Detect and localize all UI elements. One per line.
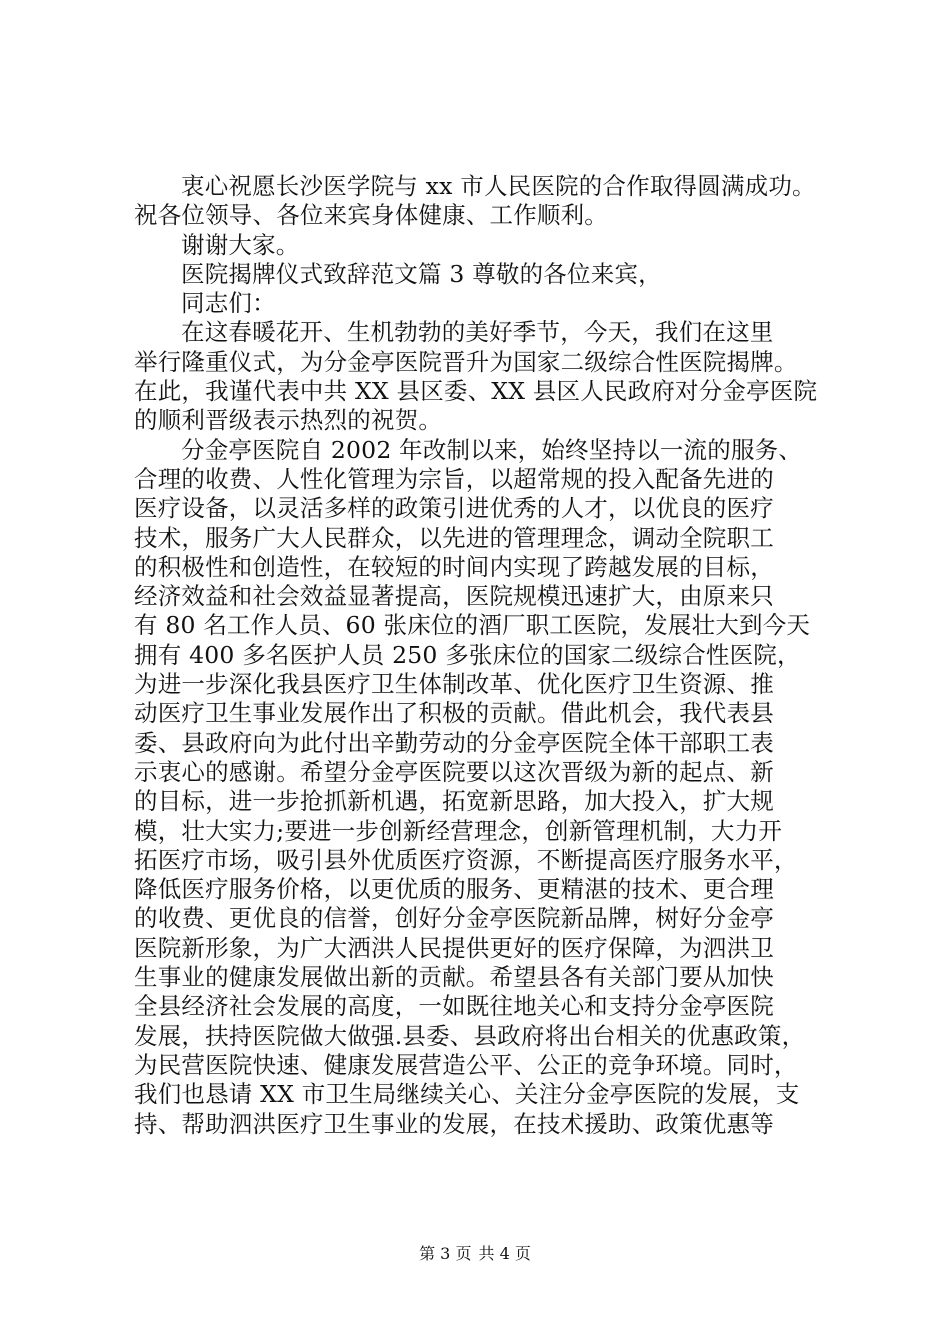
text-line: 生事业的健康发展做出新的贡献。希望县各有关部门要从加快 — [134, 963, 774, 992]
text-line: 举行隆重仪式，为分金亭医院晋升为国家二级综合性医院揭牌。 — [134, 347, 798, 376]
text-line: 的积极性和创造性，在较短的时间内实现了跨越发展的目标， — [134, 552, 774, 581]
paragraph-list — [134, 172, 834, 1139]
text-line: 委、县政府向为此付出辛勤劳动的分金亭医院全体干部职工表 — [134, 728, 774, 757]
text-line: 同志们： — [181, 289, 276, 318]
text-line: 在此，我谨代表中共 XX 县区委、XX 县区人民政府对分金亭医院 — [134, 377, 818, 406]
text-line: 为民营医院快速、健康发展营造公平、公正的竞争环境。同时， — [134, 1050, 798, 1079]
text-line: 经济效益和社会效益显著提高，医院规模迅速扩大，由原来只 — [134, 582, 774, 611]
text-line: 的收费、更优良的信誉，创好分金亭医院新品牌，树好分金亭 — [134, 904, 774, 933]
page-number: 第 3 页 — [419, 1244, 472, 1263]
text-line: 降低医疗服务价格，以更优质的服务、更精湛的技术、更合理 — [134, 875, 774, 904]
text-line: 医院揭牌仪式致辞范文篇 3 尊敬的各位来宾， — [181, 259, 662, 288]
text-line: 示衷心的感谢。希望分金亭医院要以这次晋级为新的起点、新 — [134, 757, 774, 786]
text-line: 全县经济社会发展的高度，一如既往地关心和支持分金亭医院 — [134, 992, 774, 1021]
text-line: 为进一步深化我县医疗卫生体制改革、优化医疗卫生资源、推 — [134, 670, 774, 699]
paragraph — [134, 231, 834, 260]
text-line: 技术，服务广大人民群众，以先进的管理理念，调动全院职工 — [134, 523, 774, 552]
text-line: 持、帮助泗洪医疗卫生事业的发展，在技术援助、政策优惠等 — [134, 1109, 774, 1138]
paragraph — [134, 436, 834, 1139]
paragraph — [134, 260, 834, 289]
text-line: 的目标，进一步抢抓新机遇，拓宽新思路，加大投入，扩大规 — [134, 787, 774, 816]
paragraph — [134, 318, 834, 435]
paragraph — [134, 172, 834, 231]
page-total: 共 4 页 — [478, 1244, 531, 1263]
text-line: 的顺利晋级表示热烈的祝贺。 — [134, 406, 443, 435]
text-line: 合理的收费、人性化管理为宗旨，以超常规的投入配备先进的 — [134, 464, 774, 493]
text-line: 分金亭医院自 2002 年改制以来，始终坚持以一流的服务、 — [181, 435, 803, 464]
text-line: 我们也恳请 XX 市卫生局继续关心、关注分金亭医院的发展，支 — [134, 1080, 800, 1109]
text-line: 拓医疗市场，吸引县外优质医疗资源，不断提高医疗服务水平， — [134, 845, 798, 874]
text-line: 祝各位领导、各位来宾身体健康、工作顺利。 — [134, 201, 608, 230]
text-line: 衷心祝愿长沙医学院与 xx 市人民医院的合作取得圆满成功。 — [181, 172, 816, 200]
text-line: 医院新形象，为广大洒洪人民提供更好的医疗保障，为泗洪卫 — [134, 933, 774, 962]
text-line: 谢谢大家。 — [181, 230, 300, 259]
document-body — [134, 172, 834, 1139]
paragraph — [134, 289, 834, 318]
text-line: 在这春暖花开、生机勃勃的美好季节，今天，我们在这里 — [181, 318, 774, 347]
text-line: 动医疗卫生事业发展作出了积极的贡献。借此机会，我代表县 — [134, 699, 774, 728]
text-line: 模，壮大实力;要进一步创新经营理念，创新管理机制，大力开 — [134, 816, 783, 845]
page-footer — [0, 1244, 950, 1264]
text-line: 拥有 400 多名医护人员 250 多张床位的国家二级综合性医院， — [134, 640, 801, 669]
text-line: 发展，扶持医院做大做强.县委、县政府将出台相关的优惠政策， — [134, 1021, 806, 1050]
text-line: 医疗设备，以灵活多样的政策引进优秀的人才，以优良的医疗 — [134, 494, 774, 523]
text-line: 有 80 名工作人员、60 张床位的酒厂职工医院，发展壮大到今天 — [134, 611, 811, 640]
